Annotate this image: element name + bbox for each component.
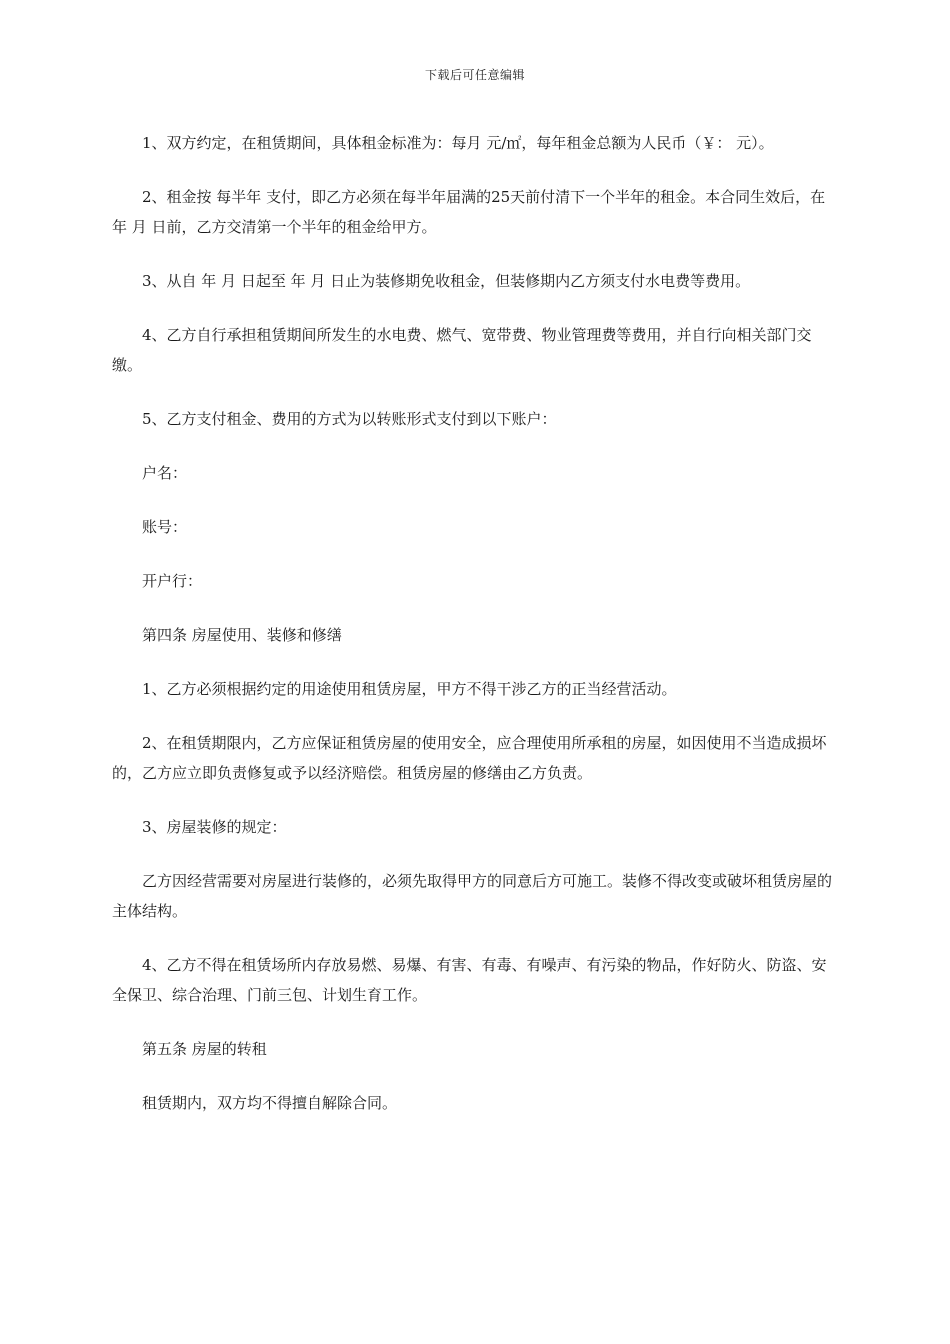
account-name-field: 户名： — [142, 464, 188, 482]
account-number-field: 账号： — [142, 518, 188, 536]
page-header: 下载后可任意编辑 — [424, 68, 525, 82]
clause-renovation-approval: 乙方因经营需要对房屋进行装修的，必须先取得甲方的同意后方可施工。装修不得改变或破坏租赁房屋的主体结构。 — [112, 872, 833, 920]
document-body — [112, 128, 834, 1142]
section-title-article-5: 第五条 房屋的转租 — [142, 1040, 267, 1058]
clause-rent-standard: 1、双方约定，在租赁期间，具体租金标准为：每月 元/㎡，每年租金总额为人民币（￥： 元）。 — [142, 134, 774, 152]
clause-payment-method: 5、乙方支付租金、费用的方式为以转账形式支付到以下账户： — [142, 410, 557, 428]
clause-safety-repair: 2、在租赁期限内，乙方应保证租赁房屋的使用安全，应合理使用所承租的房屋，如因使用不当造成损坏的，乙方应立即负责修复或予以经济赔偿。租赁房屋的修缮由乙方负责。 — [112, 734, 827, 782]
section-title-article-4: 第四条 房屋使用、装修和修缮 — [142, 626, 342, 644]
clause-no-termination: 租赁期内，双方均不得擅自解除合同。 — [142, 1094, 398, 1112]
clause-renovation-free-period: 3、从自 年 月 日起至 年 月 日止为装修期免收租金，但装修期内乙方须支付水电费等费用。 — [142, 272, 751, 290]
clause-rent-payment: 2、租金按 每半年 支付，即乙方必须在每半年届满的25天前付清下一个半年的租金。本合同生效后，在 年 月 日前，乙方交清第一个半年的租金给甲方。 — [112, 188, 826, 236]
clause-usage: 1、乙方必须根据约定的用途使用租赁房屋，甲方不得干涉乙方的正当经营活动。 — [142, 680, 677, 698]
clause-renovation-rules: 3、房屋装修的规定： — [142, 818, 287, 836]
account-bank-field: 开户行： — [142, 572, 203, 590]
clause-hazardous-goods: 4、乙方不得在租赁场所内存放易燃、易爆、有害、有毒、有噪声、有污染的物品，作好防火、防盗、安全保卫、综合治理、门前三包、计划生育工作。 — [112, 956, 827, 1004]
clause-utility-fees: 4、乙方自行承担租赁期间所发生的水电费、燃气、宽带费、物业管理费等费用，并自行向相关部门交缴。 — [112, 326, 812, 374]
